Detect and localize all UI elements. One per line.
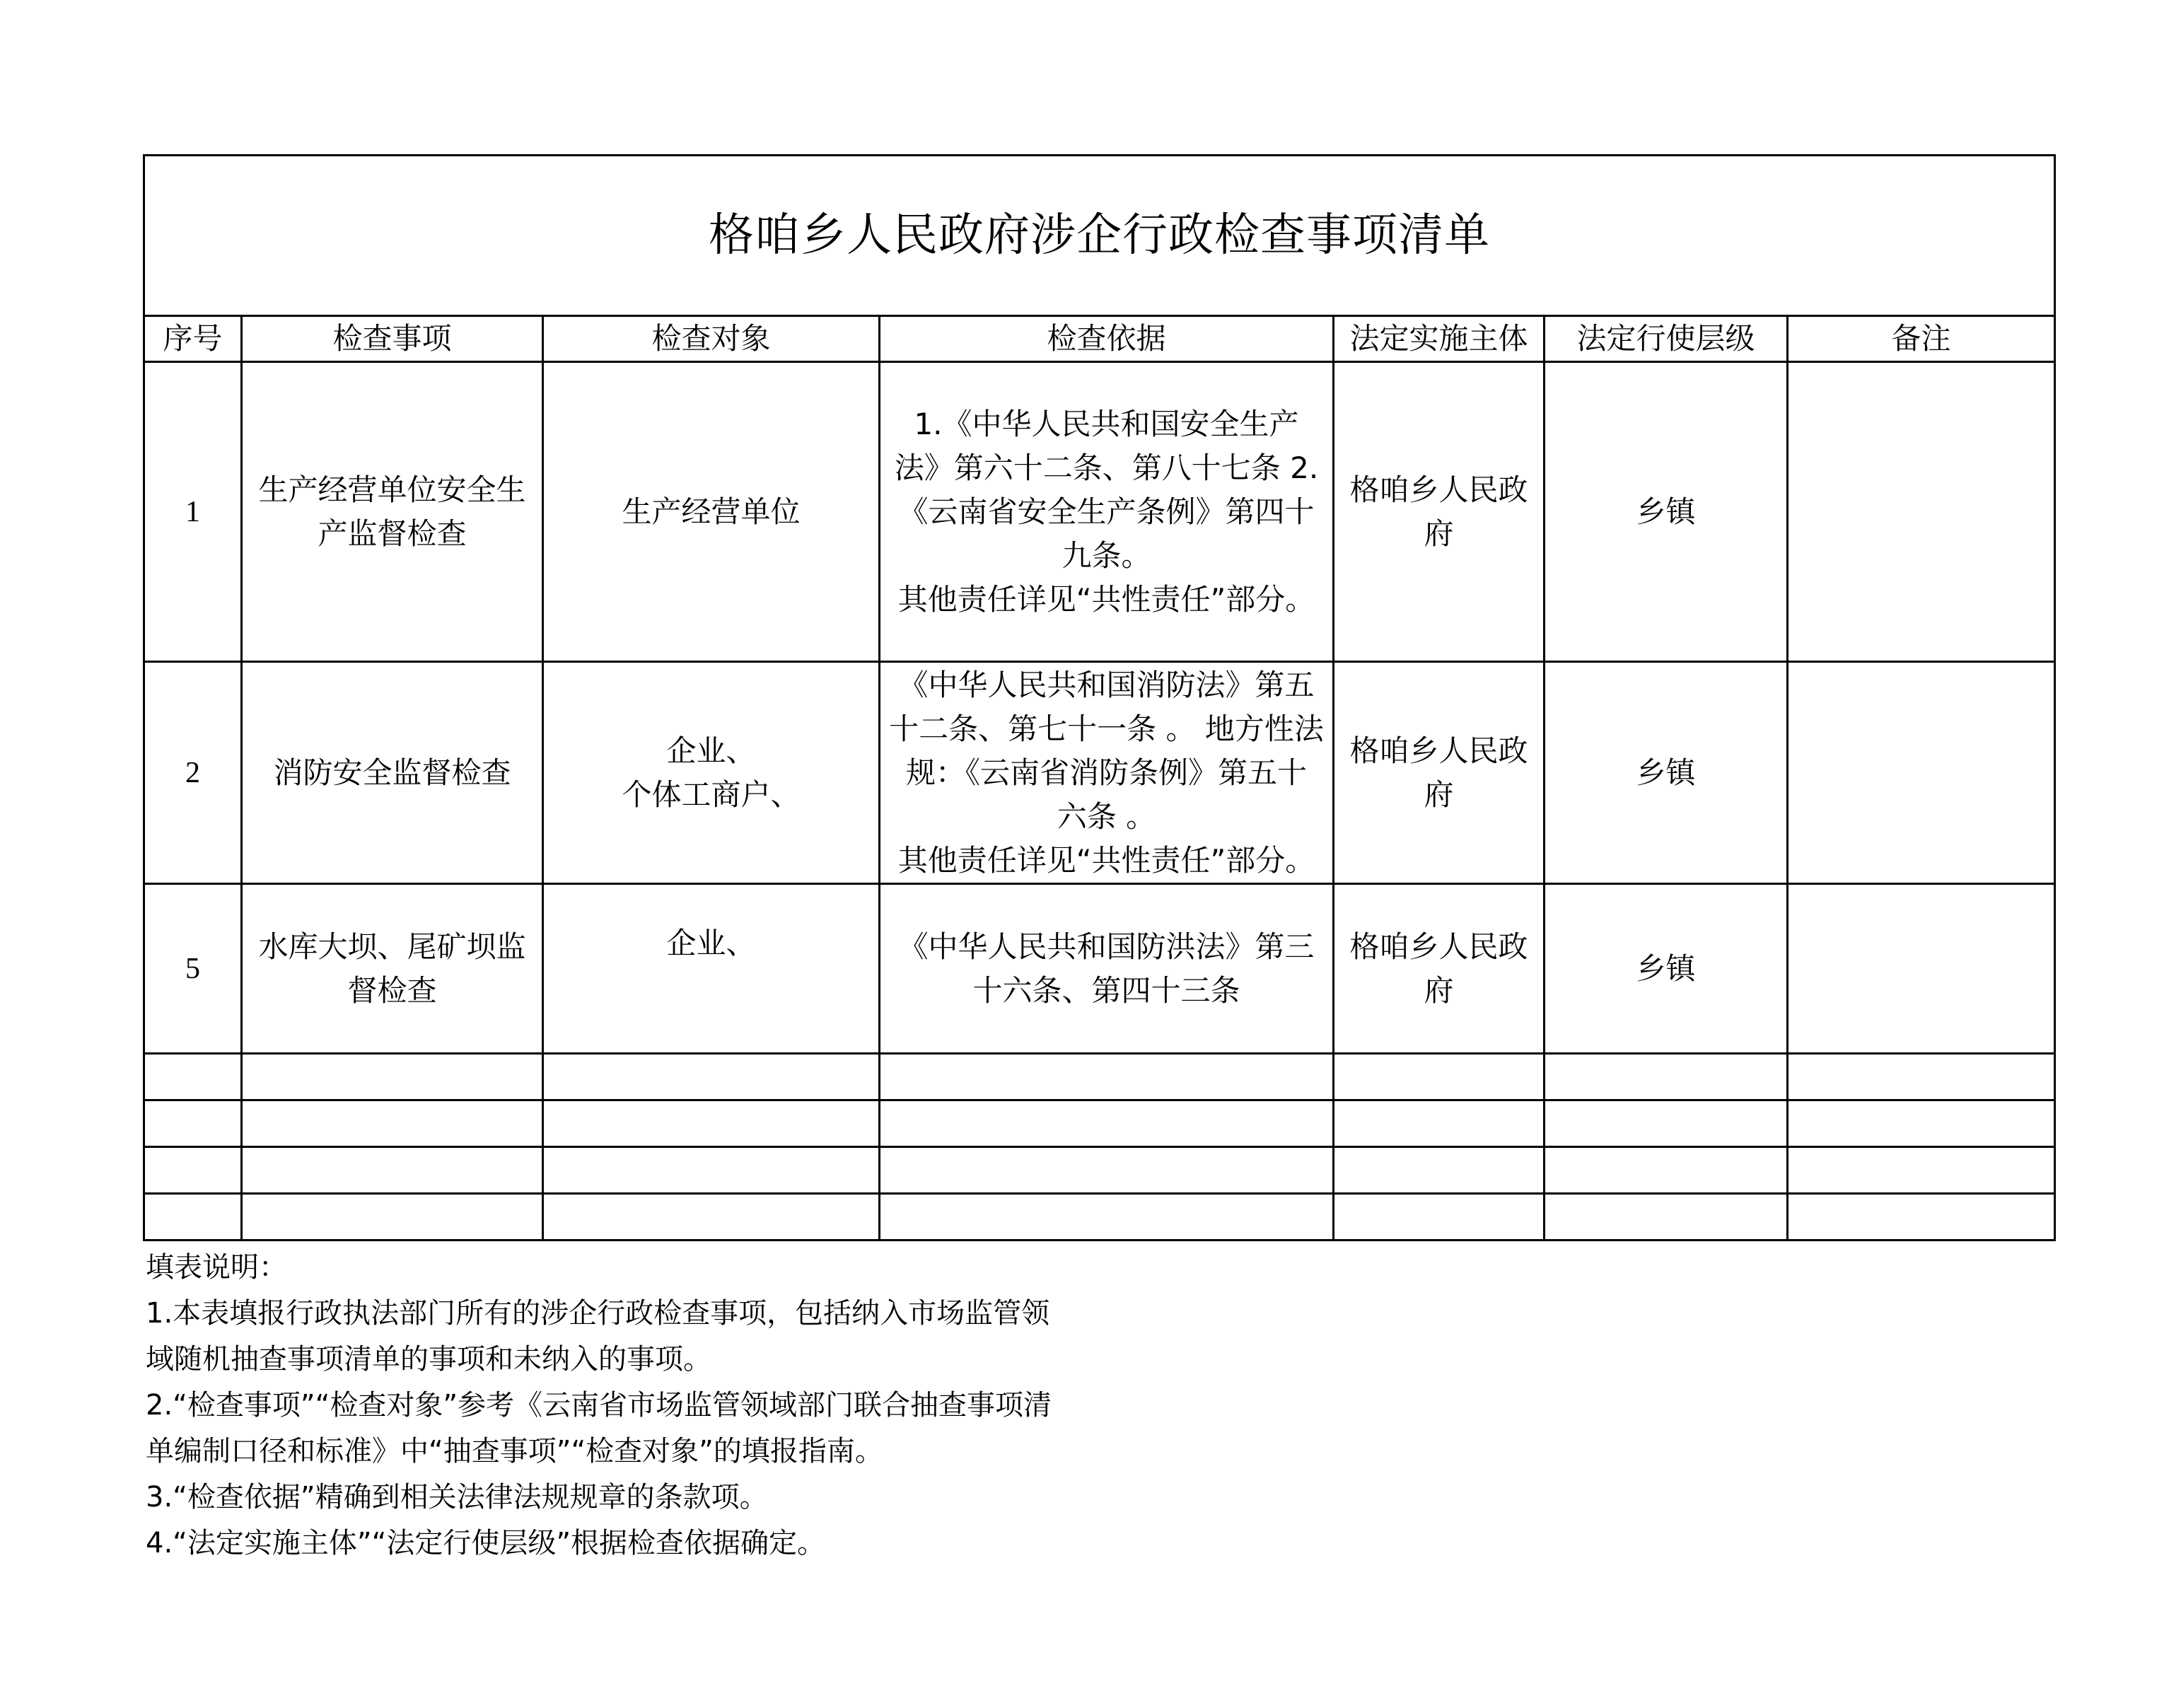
empty-cell xyxy=(1334,1194,1545,1241)
empty-cell xyxy=(1334,1147,1545,1194)
inspection-object xyxy=(543,884,880,1054)
empty-cell xyxy=(1788,1147,2055,1194)
legal-subject-line: 格咱乡人民政 xyxy=(1349,929,1528,964)
header-basis: 检查依据 xyxy=(880,316,1334,362)
title-row xyxy=(144,156,2055,316)
header-item: 检查事项 xyxy=(242,316,543,362)
table-row xyxy=(144,662,2055,884)
legal-subject-line: 府 xyxy=(1424,516,1454,551)
notes-line: 2.“检查事项”“检查对象”参考《云南省市场监管领域部门联合抽查事项清 xyxy=(146,1389,1052,1422)
legal-subject-line: 格咱乡人民政 xyxy=(1349,472,1528,507)
notes-line: 单编制口径和标准》中“抽查事项”“检查对象”的填报指南。 xyxy=(146,1435,883,1468)
inspection-item-line: 督检查 xyxy=(347,972,437,1008)
row-number: 1 xyxy=(144,362,242,662)
empty-cell xyxy=(1788,1054,2055,1100)
basis-line: 《云南省安全生产条例》第四十 xyxy=(898,494,1315,529)
header-subject: 法定实施主体 xyxy=(1334,316,1545,362)
empty-row xyxy=(144,1194,2055,1241)
legal-subject xyxy=(1334,884,1545,1054)
legal-level: 乡镇 xyxy=(1545,884,1788,1054)
empty-cell xyxy=(880,1100,1334,1147)
empty-cell xyxy=(543,1194,880,1241)
empty-row xyxy=(144,1147,2055,1194)
basis-line: 其他责任详见“共性责任”部分。 xyxy=(897,842,1315,878)
remark xyxy=(1788,362,2055,662)
empty-cell xyxy=(144,1100,242,1147)
inspection-item-line: 水库大坝、尾矿坝监 xyxy=(258,929,526,964)
empty-cell xyxy=(1545,1054,1788,1100)
legal-level: 乡镇 xyxy=(1545,662,1788,884)
basis-line: 十六条、第四十三条 xyxy=(972,972,1240,1008)
empty-cell xyxy=(1545,1194,1788,1241)
empty-cell xyxy=(880,1194,1334,1241)
inspection-object-line: 企业、 xyxy=(666,926,756,960)
legal-level: 乡镇 xyxy=(1545,362,1788,662)
empty-cell xyxy=(144,1054,242,1100)
inspection-item xyxy=(242,662,543,884)
empty-cell xyxy=(543,1100,880,1147)
empty-cell xyxy=(1334,1100,1545,1147)
empty-cell xyxy=(144,1147,242,1194)
empty-cell xyxy=(1545,1100,1788,1147)
inspection-basis xyxy=(880,362,1334,662)
row-number: 2 xyxy=(144,662,242,884)
basis-line: 《中华人民共和国防洪法》第三 xyxy=(898,929,1315,964)
empty-row xyxy=(144,1054,2055,1100)
basis-line: 九条。 xyxy=(1062,538,1151,573)
inspection-item-line: 生产经营单位安全生 xyxy=(258,472,526,507)
inspection-item-line: 消防安全监督检查 xyxy=(273,755,511,790)
legal-subject-line: 府 xyxy=(1424,777,1454,812)
empty-cell xyxy=(242,1194,543,1241)
header-no: 序号 xyxy=(144,316,242,362)
inspection-basis xyxy=(880,662,1334,884)
inspection-object-line: 生产经营单位 xyxy=(622,494,801,529)
legal-subject xyxy=(1334,662,1545,884)
inspection-item-line: 产监督检查 xyxy=(318,516,467,551)
notes-line: 1.本表填报行政执法部门所有的涉企行政检查事项，包括纳入市场监管领 xyxy=(146,1297,1050,1330)
empty-cell xyxy=(1334,1054,1545,1100)
header-object: 检查对象 xyxy=(543,316,880,362)
empty-cell xyxy=(1788,1100,2055,1147)
inspection-item xyxy=(242,362,543,662)
legal-subject-line: 格咱乡人民政 xyxy=(1349,733,1528,768)
remark xyxy=(1788,884,2055,1054)
table-row xyxy=(144,884,2055,1054)
inspection-list-table xyxy=(143,154,2056,1241)
empty-cell xyxy=(242,1100,543,1147)
empty-cell xyxy=(144,1194,242,1241)
legal-subject-line: 府 xyxy=(1424,972,1454,1008)
basis-line: 六条 。 xyxy=(1057,798,1156,834)
basis-line: 法》第六十二条、第八十七条 2. xyxy=(894,450,1319,485)
basis-line: 其他责任详见“共性责任”部分。 xyxy=(897,581,1315,617)
empty-cell xyxy=(543,1147,880,1194)
notes-line: 域随机抽查事项清单的事项和未纳入的事项。 xyxy=(146,1343,711,1376)
empty-cell xyxy=(1545,1147,1788,1194)
empty-cell xyxy=(242,1054,543,1100)
empty-cell xyxy=(880,1054,1334,1100)
empty-cell xyxy=(242,1147,543,1194)
empty-cell xyxy=(1788,1194,2055,1241)
notes-line: 3.“检查依据”精确到相关法律法规规章的条款项。 xyxy=(146,1481,768,1514)
basis-line: 1.《中华人民共和国安全生产 xyxy=(914,406,1299,441)
inspection-object xyxy=(543,662,880,884)
inspection-object-line: 企业、 xyxy=(666,733,756,768)
notes-heading: 填表说明： xyxy=(146,1251,287,1284)
row-number: 5 xyxy=(144,884,242,1054)
empty-cell xyxy=(880,1147,1334,1194)
header-remark: 备注 xyxy=(1788,316,2055,362)
remark xyxy=(1788,662,2055,884)
notes-line: 4.“法定实施主体”“法定行使层级”根据检查依据确定。 xyxy=(146,1527,826,1559)
empty-cell xyxy=(543,1054,880,1100)
basis-line: 规：《云南省消防条例》第五十 xyxy=(905,755,1307,790)
header-level: 法定行使层级 xyxy=(1545,316,1788,362)
basis-line: 十二条、第七十一条 。 地方性法 xyxy=(889,711,1324,746)
legal-subject xyxy=(1334,362,1545,662)
inspection-item xyxy=(242,884,543,1054)
table-row xyxy=(144,362,2055,662)
inspection-object-line: 个体工商户、 xyxy=(622,777,801,812)
inspection-basis xyxy=(880,884,1334,1054)
header-row xyxy=(144,316,2055,362)
inspection-object xyxy=(543,362,880,662)
empty-row xyxy=(144,1100,2055,1147)
page-title: 格咱乡人民政府涉企行政检查事项清单 xyxy=(144,156,2055,316)
basis-line: 《中华人民共和国消防法》第五 xyxy=(898,667,1315,702)
fill-instructions xyxy=(146,1245,1277,1567)
